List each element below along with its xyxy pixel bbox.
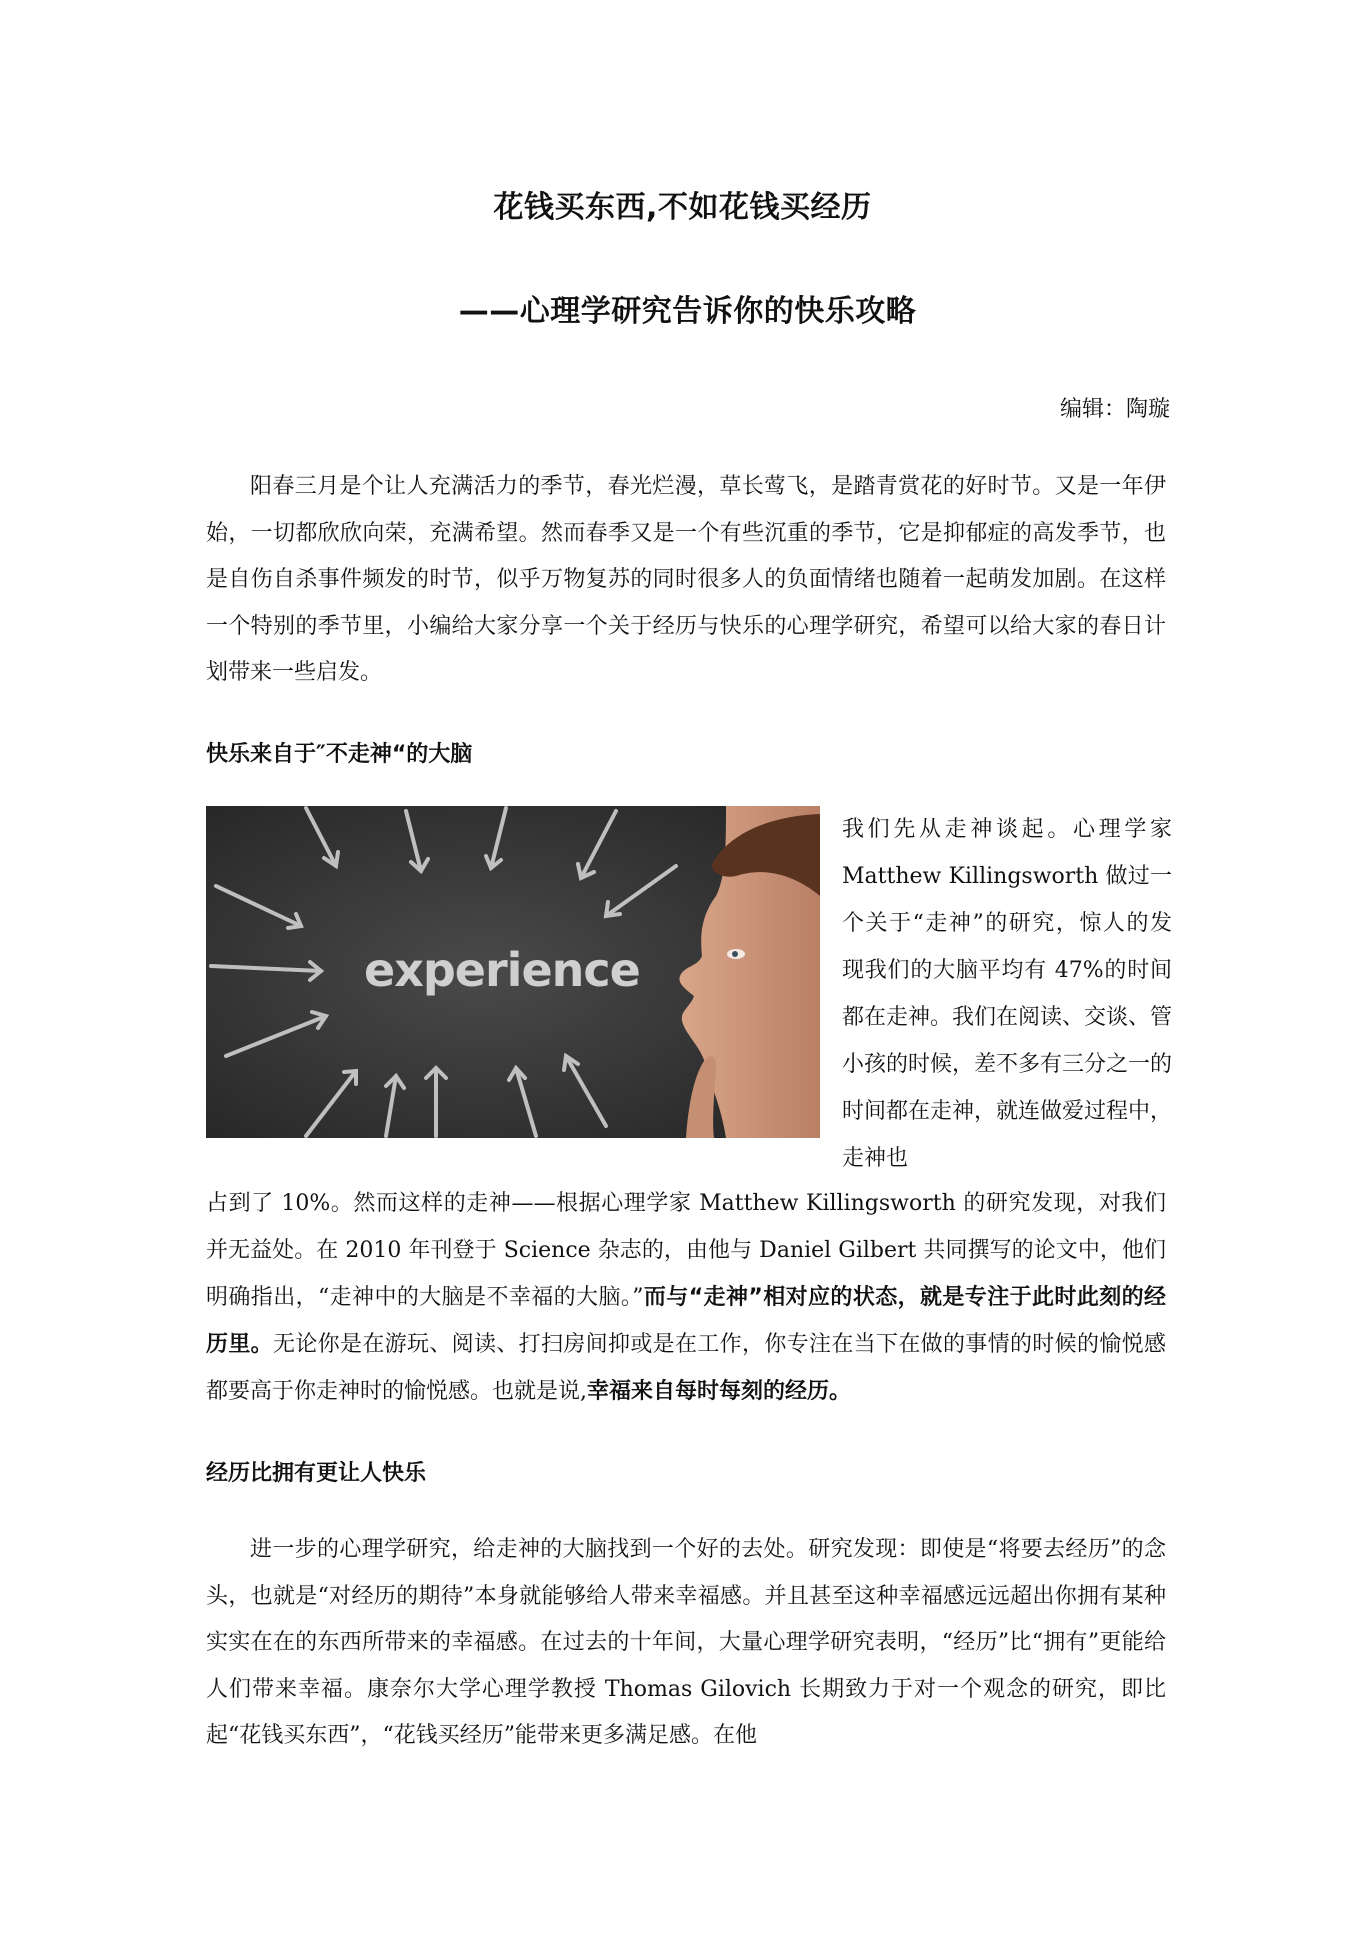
intro-paragraph: 阳春三月是个让人充满活力的季节，春光烂漫，草长莺飞，是踏青赏花的好时节。又是一年伊始，一切都欣欣向荣，充满希望。然而春季又是一个有些沉重的季节，它是抑郁症的高发季节，也是自伤自杀事件频发的时节，似乎万物复苏的同时很多人的负面情绪也随着一起萌发加剧。在这样一个特别的季节里，小编给大家分享一个关于经历与快乐的心理学研究，希望可以给大家的春日计划带来一些启发。 — [206, 474, 1166, 685]
section2-heading: 经历比拥有更让人快乐 — [206, 1461, 427, 1486]
section1-emphasis-1: 而与“走神”相对应的状态，就是专注于此时此刻的经历里。 — [206, 1285, 1167, 1357]
editor-credit: 编辑：陶璇 — [1059, 397, 1170, 422]
section1-text-a: 占到了 10%。然而这样的走神——根据心理学家 Matthew Killingsworth 的研究发现，对我们并无益处。在 2010 年刊登于 Science 杂志的，由他与 Daniel Gilbert 共同撰写的论文中，他们明确指出，“走神中的大脑是不幸福的大脑。” — [206, 1191, 1166, 1310]
svg-text:experience: experience — [364, 943, 640, 997]
section1-text-b: 无论你是在游玩、阅读、打扫房间抑或是在工作，你专注在当下在做的事情的时候的愉悦感都要高于你走神时的愉悦感。也就是说, — [206, 1332, 1166, 1404]
section1-emphasis-2: 幸福来自每时每刻的经历。 — [587, 1379, 852, 1404]
section2-paragraph: 进一步的心理学研究，给走神的大脑找到一个好的去处。研究发现：即使是“将要去经历”的念头，也就是“对经历的期待”本身就能够给人带来幸福感。并且甚至这种幸福感远远超出你拥有某种实实在在的东西所带来的幸福感。在过去的十年间，大量心理学研究表明，“经历”比“拥有”更能给人们带来幸福。康奈尔大学心理学教授 Thomas Gilovich 长期致力于对一个观念的研究，即比起“花钱买东西”，“花钱买经历”能带来更多满足感。在他 — [206, 1537, 1166, 1748]
article-title: 花钱买东西,不如花钱买经历 — [493, 190, 872, 225]
section1-continued-text — [206, 1180, 1166, 1415]
section1-side-text: 我们先从走神谈起。心理学家 Matthew Killingsworth 做过一个关于“走神”的研究，惊人的发现我们的大脑平均有 47%的时间都在走神。我们在阅读、交谈、管小孩的时候，差不多有三分之一的时间都在走神，就连做爱过程中，走神也 — [842, 817, 1173, 1171]
experience-photo — [206, 806, 820, 1138]
chalkboard-illustration — [206, 806, 820, 1138]
section1-heading: 快乐来自于″不走神“的大脑 — [206, 742, 473, 767]
article-subtitle: ——心理学研究告诉你的快乐攻略 — [458, 294, 917, 329]
